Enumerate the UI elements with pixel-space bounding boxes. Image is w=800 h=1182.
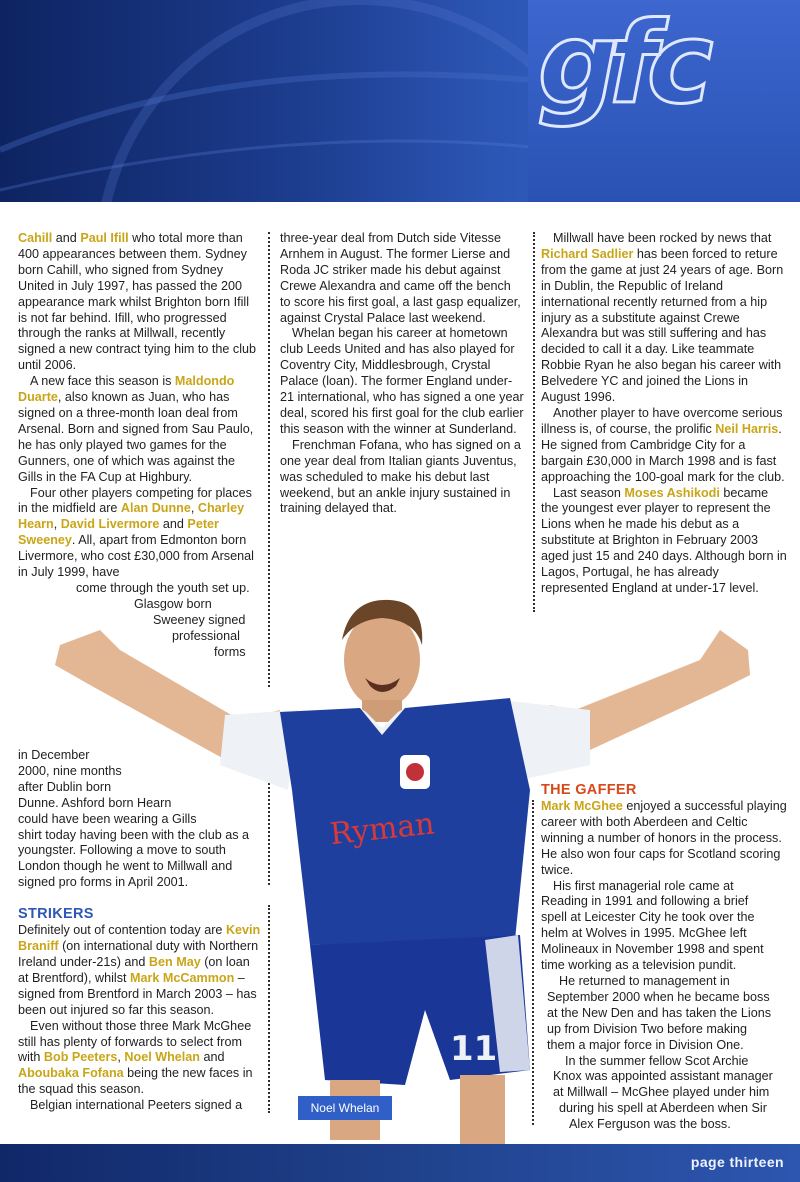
col1-wrap-line: forms [214,644,246,659]
strikers-paragraph-3: Belgian international Peeters signed a [30,1098,243,1113]
gaffer-line: Knox was appointed assistant manager [553,1069,773,1084]
name-noel-whelan: Noel Whelan [124,1050,200,1065]
col1-paragraph-1 [18,231,256,374]
text: , [53,517,61,532]
gaffer-line: Reading in 1991 and following a brief [541,894,749,909]
text: Millwall have been rocked by news that [553,231,772,245]
column-2 [280,231,524,517]
shirt-sponsor: Ryman [328,806,437,853]
text: . All, apart from Edmonton born Livermore, who cost £30,000 from Arsenal in July 1999, have [18,533,254,580]
gaffer-line: His first managerial role came at [553,878,734,893]
gaffer-line: helm at Wolves in 1995. McGhee left [541,926,747,941]
col1-wrap-line: professional [172,628,240,643]
name-richard-sadlier: Richard Sadlier [541,246,634,261]
shirt-number: 11 [450,1029,498,1069]
col1b-line: after Dublin born [18,779,112,794]
name-paul-ifill: Paul Ifill [80,231,129,245]
text: , [117,1050,125,1065]
gfc-logo [530,14,792,174]
name-charley-hearn: Charley Hearn [18,501,245,532]
name-bob-peeters: Bob Peeters [43,1050,118,1065]
col1b-line: 2000, nine months [18,763,122,778]
strikers-heading: STRIKERS [18,906,94,923]
column-3 [541,231,787,597]
col2-paragraph-3: Frenchman Fofana, who has signed on a one year deal from Italian giants Juventus, was scheduled to make his debut last weekend, but an ankle injury sustained in training delayed that. [280,437,521,516]
gaffer-line: during his spell at Aberdeen when Sir [559,1101,767,1116]
col3-paragraph-2 [541,406,787,486]
col1b-line: Dunne. Ashford born Hearn [18,795,172,810]
gfc-logo-text: gfc [538,14,704,129]
name-maldondo-duarte: Maldondo Duarte [18,374,235,405]
text: Last season [553,485,625,500]
col1-paragraph-3 [18,486,256,581]
name-kevin-braniff: Kevin Braniff [18,923,261,954]
gaffer-line: up from Division Two before making [547,1021,747,1036]
text: Another player to have overcome serious illness is, of course, the prolific [541,405,783,436]
name-peter-sweeney: Peter Sweeney [18,517,219,548]
text: Definitely out of contention today are [18,923,226,938]
name-moses-ashikodi: Moses Ashikodi [624,485,720,500]
name-aboubaka-fofana: Aboubaka Fofana [18,1066,124,1081]
gaffer-line: spell at Leicester City he took over the [541,910,755,925]
name-mark-mcghee: Mark McGhee [541,799,623,813]
gaffer-line: In the summer fellow Scot Archie [565,1053,749,1068]
text: who total more than 400 appearances between them. Sydney born Cahill, who signed from Sydney United in July 1997, has passed the 200 appearance mark whilst Brighton born Ifill is not far behind. Ifill, who progressed through the ranks at Millwall, recently signed a new contract tying him to the club until 2006. [18,231,257,373]
name-david-livermore: David Livermore [60,517,160,532]
text: Four other players competing for places in the midfield are [18,485,252,516]
col1b-paragraph: shirt today having been with the club as a youngster. Following a move to south London though he went to Millwall and signed pro forms in April 2001. [18,827,250,890]
text: – signed from Brentford in March 2003 – has been out injured so far this season. [18,970,257,1017]
header-banner [0,0,800,202]
text: became the youngest ever player to represent the Lions when he made his debut as a substitute at Brighton in February 2003 aged just 15 and 240 days. Although born in Lagos, Portugal, he has already represented England at under-17 level. [541,485,787,595]
col3-paragraph-3 [541,486,787,597]
page-number: page thirteen [690,1154,784,1170]
column-divider [533,232,535,612]
col1-paragraph-2 [18,374,256,485]
text: , [190,501,198,516]
photo-caption: Noel Whelan [298,1096,392,1120]
name-cahill: Cahill [18,231,53,245]
text: and [159,517,188,532]
gaffer-line: them a major force in Division One. [547,1037,744,1052]
text: (on loan at Brentford), whilst [18,954,250,985]
text: (on international duty with Northern Ireland under-21s) and [18,939,259,969]
text: . He signed from Cambridge City for a bargain £30,000 in March 1998 and is fast approaching the 100-goal mark for the club. [541,421,785,484]
text: being the new faces in the squad this season. [18,1066,253,1097]
gaffer-line: Alex Ferguson was the boss. [569,1117,731,1132]
text: , also known as Juan, who has signed on a three-month loan deal from Arsenal. Born and signed from Sau Paulo, he has only played two games for the Gunners, one of which was against the Gills in the FA Cup at Highbury. [18,390,254,484]
text: A new face this season is [30,374,175,389]
text: enjoyed a successful playing career with both Aberdeen and Celtic winning a number of honors in the process. He also won four caps for Scotland scoring twice. [541,799,787,877]
gaffer-line: Molineaux in November 1998 and spent [541,942,764,957]
col1b-line: could have been wearing a Gills [18,811,197,826]
footer-bar [0,1144,800,1182]
col1-wrap-line: Glasgow born [134,596,212,611]
gaffer-line: September 2000 when he became boss [547,989,770,1004]
gaffer-line: He returned to management in [559,973,730,988]
gaffer-line: at Millwall – McGhee played under him [553,1085,770,1100]
gaffer-paragraph-1 [541,799,791,879]
name-ben-may: Ben May [148,954,201,969]
col1-wrap-line: Sweeney signed [153,612,246,627]
text: has been forced to reture from the game at just 24 years of age. Born in Dublin, the Republic of Ireland international recently returned from a hip injury as a substitute against Crewe Alexandra but was still suffering and has decided to call it a day. Like teammate Robbie Ryan he also began his career with Belvedere YC and joined the Lions in August 1996. [541,246,784,405]
col1-wrap-line: come through the youth set up. [76,580,250,595]
name-neil-harris: Neil Harris [715,421,779,436]
text: and [199,1050,225,1065]
gaffer-line: at the New Den and has taken the Lions [547,1005,772,1020]
text: and [52,231,81,245]
gaffer-section [541,782,791,1133]
col2-paragraph-1: three-year deal from Dutch side Vitesse Arnhem in August. The former Lierse and Roda JC striker made his debut against Crewe Alexandra and came off the bench to score his first goal, a last gasp equalizer, against Crystal Palace last weekend. [280,231,521,325]
col1b-line: in December [18,748,90,762]
col2-paragraph-2: Whelan began his career at hometown club Leeds United and has also played for Coventry City, Middlesbrough, Crystal Palace (loan). The former England under-21 international, who has signed a one year deal, scored his first goal for the club earlier this season with the winner at Sunderland. [280,326,524,436]
name-alan-dunne: Alan Dunne [120,501,191,516]
gaffer-line: time working as a television pundit. [541,958,737,973]
gaffer-heading: THE GAFFER [541,782,637,798]
text: Even without those three Mark McGhee still has plenty of forwards to select from with [18,1018,252,1065]
name-mark-mccammon: Mark McCammon [130,970,235,985]
col3-paragraph-1 [541,231,787,406]
